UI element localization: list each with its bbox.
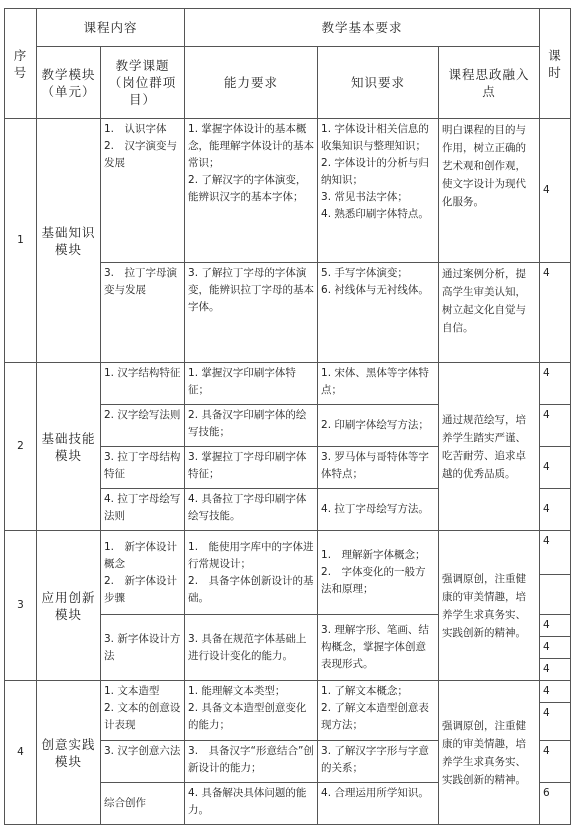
topic-cell: 4. 拉丁字母绘写法则 [101,489,185,531]
header-ability: 能力要求 [185,47,318,119]
topic-cell: 3. 拉丁字母结构特征 [101,447,185,489]
module-no: 1 [5,119,37,363]
knowledge-cell: 2. 印刷字体绘写方法； [318,405,439,447]
topic-cell: 综合创作 [101,783,185,825]
module-no: 4 [5,681,37,825]
hours-cell: 4 [540,741,571,783]
ability-cell: 3. 掌握拉丁字母印刷字体特征； [185,447,318,489]
header-row-1 [5,9,571,47]
table-row [5,681,571,703]
hours-cell: 4 [540,681,571,703]
ideology-cell: 强调原创，注重健康的审美情趣，培养学生求真务实、实践创新的精神。 [439,681,540,825]
ability-cell: 4. 具备拉丁字母印刷字体绘写技能。 [185,489,318,531]
topic-cell: 2. 汉字绘写法则 [101,405,185,447]
table-row [5,363,571,405]
ideology-cell: 通过案例分析，提高学生审美认知，树立起文化自觉与自信。 [439,263,540,363]
knowledge-cell: 1. 理解新字体概念； 2. 字体变化的一般方法和原理； [318,531,439,615]
header-topic: 教学课题（岗位群项目） [101,47,185,119]
knowledge-cell: 1. 了解文本概念； 2. 了解文本造型创意表现方法； [318,681,439,741]
header-seq: 序号 [5,9,37,119]
header-ideology: 课程思政融入点 [439,47,540,119]
hours-cell: 4 [540,119,571,263]
table-row [5,119,571,263]
hours-cell: 4 [540,363,571,405]
module-no: 2 [5,363,37,531]
topic-cell: 3. 汉字创意六法 [101,741,185,783]
module-name: 基础技能模块 [37,363,101,531]
knowledge-cell: 1. 字体设计相关信息的收集知识与整理知识； 2. 字体设计的分析与归纳知识； 3. 常见书法字体； 4. 熟悉印刷字体特点。 [318,119,439,263]
topic-cell: 3. 新字体设计方法 [101,615,185,681]
header-basic-requirements: 教学基本要求 [185,9,540,47]
module-no: 3 [5,531,37,681]
course-table-page [4,8,570,825]
hours-cell: 4 [540,447,571,489]
hours-cell: 4 [540,263,571,363]
hours-cell: 4 [540,531,571,575]
ideology-cell: 通过规范绘写，培养学生踏实严谨、吃苦耐劳、追求卓越的优秀品质。 [439,363,540,531]
header-course-content: 课程内容 [37,9,185,47]
ability-cell: 3. 了解拉丁字母的字体演变，能辨识拉丁字母的基本字体。 [185,263,318,363]
hours-cell: 4 [540,405,571,447]
topic-cell: 1. 文本造型 2. 文本的创意设计表现 [101,681,185,741]
knowledge-cell: 4. 合理运用所学知识。 [318,783,439,825]
hours-cell: 4 [540,703,571,741]
ideology-cell: 明白课程的目的与作用，树立正确的艺术观和创作观，使文字设计为现代化服务。 [439,119,540,263]
knowledge-cell: 5. 手写字体演变； 6. 衬线体与无衬线体。 [318,263,439,363]
module-name: 应用创新模块 [37,531,101,681]
header-row-2 [5,47,571,119]
ability-cell: 1. 能理解文本类型； 2. 具备文本造型创意变化的能力； [185,681,318,741]
module-name: 创意实践模块 [37,681,101,825]
course-requirements-table [4,8,571,825]
topic-cell: 1. 汉字结构特征 [101,363,185,405]
ability-cell: 1. 能使用字库中的字体进行常规设计； 2. 具备字体创新设计的基础。 [185,531,318,615]
ability-cell: 1. 掌握字体设计的基本概念，能理解字体设计的基本常识； 2. 了解汉字的字体演变，能辨识汉字的基本字体； [185,119,318,263]
hours-cell: 4 [540,659,571,681]
ability-cell: 3. 具备在规范字体基础上进行设计变化的能力。 [185,615,318,681]
ability-cell: 4. 具备解决具体问题的能力。 [185,783,318,825]
hours-cell: 4 [540,637,571,659]
ability-cell: 3. 具备汉字“形意结合”创新设计的能力； [185,741,318,783]
header-knowledge: 知识要求 [318,47,439,119]
topic-cell: 3. 拉丁字母演变与发展 [101,263,185,363]
hours-cell: 4 [540,615,571,637]
header-hours: 课时 [540,9,571,119]
knowledge-cell: 4. 拉丁字母绘写方法。 [318,489,439,531]
hours-cell [540,575,571,615]
topic-cell: 1. 认识字体 2. 汉字演变与发展 [101,119,185,263]
topic-cell: 1. 新字体设计概念 2. 新字体设计步骤 [101,531,185,615]
knowledge-cell: 3. 了解汉字字形与字意的关系； [318,741,439,783]
table-row [5,531,571,575]
ability-cell: 2. 具备汉字印刷字体的绘写技能； [185,405,318,447]
knowledge-cell: 3. 理解字形、笔画、结构概念，掌握字体创意表现形式。 [318,615,439,681]
hours-cell: 6 [540,783,571,825]
ability-cell: 1. 掌握汉字印刷字体特征； [185,363,318,405]
hours-cell: 4 [540,489,571,531]
ideology-cell: 强调原创，注重健康的审美情趣，培养学生求真务实、实践创新的精神。 [439,531,540,681]
module-name: 基础知识模块 [37,119,101,363]
knowledge-cell: 3. 罗马体与哥特体等字体特点； [318,447,439,489]
knowledge-cell: 1. 宋体、黑体等字体特点； [318,363,439,405]
header-module: 教学模块（单元） [37,47,101,119]
